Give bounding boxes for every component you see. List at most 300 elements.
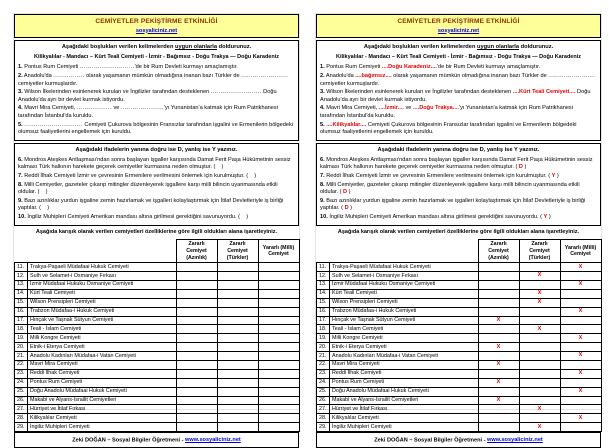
true-false-item	[320, 214, 597, 221]
true-false-section	[14, 143, 299, 226]
mark-cell[interactable]	[519, 307, 560, 316]
row-number: 26.	[317, 396, 330, 405]
answer-slot[interactable]: ( )	[238, 213, 249, 220]
fill-blank[interactable]: ..............................	[24, 121, 83, 128]
site-link[interactable]: sosyaliciniz.net	[437, 27, 480, 34]
answer-slot[interactable]: ( )	[246, 172, 257, 179]
fill-item	[320, 89, 597, 104]
mark-cell[interactable]	[217, 280, 258, 289]
society-name: Kilikyalılar Cemiyeti	[28, 414, 177, 423]
mark-cell[interactable]	[560, 378, 601, 387]
row-number: 24.	[15, 378, 28, 387]
table-body	[15, 263, 300, 432]
item-text: Mondros Ateşkes Antlaşması'ndan sonra başlayan işgaller karşısında Damat Ferit Paşa Hükümetinin sessiz kalması Türk halkının harekete geçerek cemiyetler kurmasına neden olmuştur.	[320, 156, 593, 170]
mark-cell[interactable]	[217, 387, 258, 396]
mark-cell[interactable]	[217, 369, 258, 378]
true-false-items	[320, 157, 597, 222]
column-header-harmful-minority: Zararlı Cemiyet (Azınlık)	[176, 240, 217, 263]
fill-items	[18, 64, 295, 136]
item-text: Milli Cemiyetler, gazeteler çıkarıp mitingler düzenleyerek işgallere karşı milli bilincin uyanmasında etkili oldular.	[18, 181, 278, 195]
mark-cell[interactable]	[519, 263, 560, 272]
mark-cell[interactable]	[217, 316, 258, 325]
true-false-answer: D	[344, 205, 349, 212]
society-name: Wilson Prensipleri Cemiyeti	[330, 298, 479, 307]
mark-cell[interactable]	[560, 307, 601, 316]
table-row	[15, 272, 300, 281]
fill-items	[320, 64, 597, 136]
answer-slot[interactable]: ( D )	[515, 163, 527, 170]
table-row	[15, 343, 300, 352]
society-name: Hınçak ve Taşnak Sütyun Cemiyeti	[330, 316, 479, 325]
mark-cell[interactable]	[478, 369, 519, 378]
society-name: Kürt Teali Cemiyeti	[28, 289, 177, 298]
item-number: 5.	[320, 121, 325, 128]
mark-cell[interactable]	[478, 378, 519, 387]
mark-cell[interactable]	[176, 387, 217, 396]
mark-cell[interactable]	[258, 423, 299, 432]
column-header-harmful-turks: Zararlı Cemiyet (Türkler)	[217, 240, 258, 263]
x-mark: X	[578, 334, 583, 341]
true-false-instruction: Aşağıdaki ifadelerin yanına doğru ise D, yanlış ise Y yazınız.	[377, 146, 540, 153]
mark-cell[interactable]	[217, 343, 258, 352]
x-mark: X	[537, 299, 542, 306]
society-name: Reddi İlhak Cemiyeti	[330, 369, 479, 378]
site-link[interactable]: sosyaliciniz.net	[135, 27, 178, 34]
mark-cell[interactable]	[258, 272, 299, 281]
mark-cell[interactable]	[258, 298, 299, 307]
mark-cell[interactable]	[478, 298, 519, 307]
x-mark: X	[578, 387, 583, 394]
mark-cell[interactable]	[560, 334, 601, 343]
row-number: 25.	[317, 387, 330, 396]
item-number: 8.	[18, 181, 23, 188]
item-text: Mavri Mira Cemiyeti,	[326, 105, 379, 112]
table-row	[317, 352, 602, 361]
table-row	[317, 369, 602, 378]
footer-site-link[interactable]: www.sosyaliciniz.net	[185, 437, 241, 444]
mark-cell[interactable]	[176, 298, 217, 307]
fill-blank[interactable]: ....İzmir....	[378, 105, 404, 112]
society-name: Sulh ve Selamet-i Osmaniye Fırkası	[330, 272, 479, 281]
table-row	[317, 263, 602, 272]
row-number: 27.	[317, 405, 330, 414]
worksheet-page-blank	[13, 13, 300, 444]
x-mark: X	[578, 370, 583, 377]
mark-cell[interactable]	[478, 307, 519, 316]
x-mark: X	[496, 361, 501, 368]
mark-cell[interactable]	[217, 307, 258, 316]
mark-cell[interactable]	[176, 307, 217, 316]
mark-cell[interactable]	[258, 405, 299, 414]
mark-cell[interactable]	[258, 325, 299, 334]
answer-slot[interactable]: ( Y )	[540, 213, 551, 220]
item-text: olarak yaşamanın mümkün olmadığına inanan bazı Türkler de	[391, 73, 549, 80]
item-text: Bazı azınlıklar yurdun işgaline zemin hazırlamak ve işgalleri kolaylaştırmak için İtilaf Devletleriyle iş birliği yaptılar.	[18, 197, 284, 212]
mark-cell[interactable]	[560, 280, 601, 289]
item-text: Anadolu'da	[325, 73, 356, 80]
fill-blank[interactable]: ......................	[120, 105, 164, 112]
instruction-underlined-text: uygun olanlarla	[477, 44, 520, 51]
mark-cell[interactable]	[258, 387, 299, 396]
item-number: 8.	[320, 181, 325, 188]
mark-cell[interactable]	[217, 405, 258, 414]
mark-cell[interactable]	[478, 334, 519, 343]
true-false-instruction: Aşağıdaki ifadelerin yanına doğru ise D, yanlış ise Y yazınız.	[75, 146, 238, 153]
author-credit: Zeki DOĞAN – Sosyal Bilgiler Öğretmeni -	[374, 437, 488, 444]
mark-cell[interactable]	[176, 263, 217, 272]
society-name: İzmir Müdafaai Hukuku Osmaniye Cemiyeti	[330, 280, 479, 289]
mark-cell[interactable]	[519, 396, 560, 405]
mark-cell[interactable]	[478, 387, 519, 396]
mark-cell[interactable]	[478, 423, 519, 432]
mark-cell[interactable]	[217, 263, 258, 272]
mark-cell[interactable]	[519, 378, 560, 387]
table-row	[15, 378, 300, 387]
fill-item	[18, 105, 295, 120]
item-text: Cemiyeti Çukurova bölgesinin Fransızlar tarafından işgalini ve Ermenilerin bölgedeki olumsuz faaliyetlerini engellemek için kuruldu.	[18, 121, 294, 135]
item-number: 2.	[18, 73, 23, 80]
table-row	[15, 316, 300, 325]
mark-cell[interactable]	[560, 289, 601, 298]
mark-cell[interactable]	[217, 325, 258, 334]
fill-item	[18, 73, 295, 88]
mark-cell[interactable]	[519, 316, 560, 325]
society-name: Mavri Mira Cemiyeti	[330, 361, 479, 370]
table-row	[317, 423, 602, 432]
mark-cell[interactable]	[478, 263, 519, 272]
fill-blank[interactable]: ........................	[548, 73, 596, 80]
mark-cell[interactable]	[560, 272, 601, 281]
society-name: Anadolu Kadınları Müdafaa-i Vatan Cemiyeti	[28, 352, 177, 361]
answer-slot[interactable]: ( )	[39, 205, 50, 212]
mark-cell[interactable]	[176, 280, 217, 289]
mark-cell[interactable]	[258, 343, 299, 352]
society-name: Trakya-Paşaeli Müdafaai Hukuk Cemiyeti	[28, 263, 177, 272]
fill-in-blanks-section	[14, 40, 299, 140]
true-false-answer	[41, 189, 44, 195]
fill-item	[320, 64, 597, 71]
mark-cell[interactable]	[478, 325, 519, 334]
item-text: olarak yaşamanın mümkün olmadığına inanan bazı Türkler de	[84, 73, 242, 80]
society-name: Doğu Anadolu Müdafaai Hukuk Cemiyeti	[330, 387, 479, 396]
table-row	[15, 298, 300, 307]
mark-cell[interactable]	[519, 361, 560, 370]
mark-cell[interactable]	[258, 280, 299, 289]
mark-cell[interactable]	[176, 343, 217, 352]
mark-cell[interactable]	[560, 352, 601, 361]
fill-blank[interactable]: ....Doğu Karadeniz....	[381, 64, 437, 71]
mark-cell[interactable]	[478, 289, 519, 298]
society-name: Mavri Mira Cemiyeti	[28, 361, 177, 370]
mark-cell[interactable]	[519, 280, 560, 289]
table-header-row	[317, 240, 602, 263]
mark-cell[interactable]	[560, 414, 601, 423]
mark-cell[interactable]	[176, 334, 217, 343]
item-text: Mondros Ateşkes Antlaşması'ndan sonra başlayan işgaller karşısında Damat Ferit Paşa Hükümetinin sessiz kalması Türk halkının harekete geçerek cemiyetler kurmasına neden olmuştur.	[18, 156, 291, 170]
mark-cell[interactable]	[478, 272, 519, 281]
fill-blank[interactable]: ....bağımsız....	[355, 73, 392, 80]
table-row	[15, 405, 300, 414]
society-name: Etnik-i Eterya Cemiyeti	[28, 343, 177, 352]
row-number: 23.	[15, 369, 28, 378]
true-false-section	[316, 143, 601, 226]
mark-cell[interactable]	[560, 343, 601, 352]
item-number: 3.	[320, 89, 325, 96]
fill-blank[interactable]: ........................	[241, 73, 289, 80]
item-number: 6.	[320, 156, 325, 163]
society-name: Etnik-i Eterya Cemiyeti	[330, 343, 479, 352]
society-name: İngiliz Muhipleri Cemiyeti	[330, 423, 479, 432]
table-row	[317, 405, 602, 414]
mark-cell[interactable]	[217, 423, 258, 432]
mark-cell[interactable]	[217, 378, 258, 387]
column-header-harmful-minority: Zararlı Cemiyet (Azınlık)	[478, 240, 519, 263]
row-number: 16.	[15, 307, 28, 316]
row-number: 12.	[15, 272, 28, 281]
mark-cell[interactable]	[519, 405, 560, 414]
item-number: 7.	[18, 172, 23, 179]
item-text: Doğu Anadolu'da ayrı bir devlet kurmak istiyordu.	[18, 89, 277, 103]
mark-cell[interactable]	[519, 325, 560, 334]
answer-slot[interactable]: ( Y )	[548, 172, 559, 179]
mark-cell[interactable]	[217, 272, 258, 281]
item-number: 4.	[320, 105, 325, 112]
mark-cell[interactable]	[258, 361, 299, 370]
true-false-item	[320, 173, 597, 180]
mark-cell[interactable]	[176, 325, 217, 334]
fill-blank[interactable]: ............................	[79, 64, 135, 71]
mark-cell[interactable]	[560, 263, 601, 272]
societies-table	[14, 239, 300, 432]
row-number: 23.	[317, 369, 330, 378]
item-text: Cemiyeti Çukurova bölgesinin Fransızlar tarafından işgalini ve Ermenilerin bölgedeki olumsuz faaliyetlerini engellemek için kuruldu.	[320, 121, 577, 135]
mark-cell[interactable]	[176, 352, 217, 361]
word-bank: Kilikyalılar - Mandacı – Kürt Teali Cemiyeti - İzmir - Bağımsız - Doğu Trakya — Doğu Karadeniz	[33, 54, 279, 61]
mark-cell[interactable]	[176, 272, 217, 281]
mark-cell[interactable]	[519, 334, 560, 343]
mark-cell[interactable]	[258, 263, 299, 272]
mark-cell[interactable]	[478, 361, 519, 370]
empty-header-cell	[28, 240, 177, 263]
row-number: 29.	[317, 423, 330, 432]
x-mark: X	[496, 379, 501, 386]
mark-cell[interactable]	[258, 378, 299, 387]
row-number: 15.	[317, 298, 330, 307]
society-name: Hürriyet ve İtilaf Fırkası	[28, 405, 177, 414]
mark-cell[interactable]	[560, 405, 601, 414]
column-header-beneficial: Yararlı (Milli) Cemiyet	[560, 240, 601, 263]
table-row	[15, 414, 300, 423]
item-number: 7.	[320, 172, 325, 179]
table-header-row	[15, 240, 300, 263]
item-text: Pontus Rum Cemiyeti	[24, 64, 80, 71]
item-text: ve	[403, 105, 413, 112]
x-mark: X	[537, 405, 542, 412]
mark-cell[interactable]	[258, 369, 299, 378]
society-name: Makabi ve Alyans-İsrailit Cemiyetleri	[330, 396, 479, 405]
mark-cell[interactable]	[519, 298, 560, 307]
mark-cell[interactable]	[176, 369, 217, 378]
mark-cell[interactable]	[176, 423, 217, 432]
table-row	[317, 414, 602, 423]
mark-cell[interactable]	[560, 316, 601, 325]
society-name: Pontus Rum Cemiyeti	[330, 378, 479, 387]
table-row	[15, 361, 300, 370]
mark-cell[interactable]	[258, 352, 299, 361]
table-row	[15, 263, 300, 272]
mark-cell[interactable]	[560, 325, 601, 334]
mark-cell[interactable]	[519, 387, 560, 396]
mark-cell[interactable]	[519, 343, 560, 352]
societies-table	[316, 239, 602, 432]
item-text: Mavri Mira Cemiyeti,	[24, 105, 77, 112]
mark-cell[interactable]	[176, 405, 217, 414]
table-row	[15, 307, 300, 316]
fill-blank[interactable]: ................	[53, 73, 85, 80]
mark-cell[interactable]	[560, 396, 601, 405]
mark-cell[interactable]	[519, 423, 560, 432]
table-row	[317, 343, 602, 352]
mark-cell[interactable]	[217, 352, 258, 361]
mark-cell[interactable]	[478, 414, 519, 423]
mark-cell[interactable]	[560, 423, 601, 432]
mark-cell[interactable]	[519, 369, 560, 378]
mark-cell[interactable]	[176, 361, 217, 370]
answer-slot[interactable]: ( )	[37, 188, 48, 195]
society-name: Trakya-Paşaeli Müdafaai Hukuk Cemiyeti	[330, 263, 479, 272]
mark-cell[interactable]	[176, 414, 217, 423]
fill-instruction	[320, 44, 597, 51]
item-text: cemiyetler kurmuşlardır.	[320, 80, 380, 87]
answer-slot[interactable]: ( )	[213, 163, 224, 170]
mark-cell[interactable]	[560, 361, 601, 370]
item-text: cemiyetler kurmuşlardır.	[18, 80, 78, 87]
mark-cell[interactable]	[258, 396, 299, 405]
mark-cell[interactable]	[478, 316, 519, 325]
true-false-item	[18, 157, 295, 172]
mark-cell[interactable]	[478, 396, 519, 405]
footer-site-link[interactable]: www.sosyaliciniz.net	[487, 437, 543, 444]
item-number: 5.	[18, 121, 23, 128]
fill-item	[320, 73, 597, 88]
mark-cell[interactable]	[560, 369, 601, 378]
society-name: Hürriyet ve İtilaf Fırkası	[330, 405, 479, 414]
row-number: 14.	[317, 289, 330, 298]
mark-cell[interactable]	[217, 289, 258, 298]
society-name: Reddi İlhak Cemiyeti	[28, 369, 177, 378]
mark-cell[interactable]	[478, 352, 519, 361]
worksheet-page-answered	[315, 13, 602, 444]
mark-cell[interactable]	[217, 334, 258, 343]
row-number: 21.	[317, 352, 330, 361]
table-row	[15, 396, 300, 405]
true-false-answer	[217, 164, 220, 170]
mark-cell[interactable]	[258, 316, 299, 325]
mark-cell[interactable]	[258, 307, 299, 316]
instruction-underlined-text: uygun olanlarla	[175, 44, 218, 51]
x-mark: X	[537, 290, 542, 297]
true-false-items	[18, 157, 295, 222]
page-title: CEMİYETLER PEKİŞTİRME ETKİNLİĞİ	[95, 17, 218, 25]
mark-cell[interactable]	[519, 289, 560, 298]
row-number: 28.	[15, 414, 28, 423]
item-text: Milli Cemiyetler, gazeteler çıkarıp mitingler düzenleyerek işgallere karşı milli bilincin uyanmasında etkili oldular.	[320, 181, 580, 195]
x-mark: X	[578, 414, 583, 421]
true-false-answer	[242, 214, 245, 220]
fill-blank[interactable]: ....Kilikyalılar....	[326, 121, 367, 128]
mark-cell[interactable]	[176, 396, 217, 405]
society-name: İngiliz Muhipleri Cemiyeti	[28, 423, 177, 432]
item-text: 'de bir Rum Devleti kurmayı amaçlamıştır.	[134, 64, 238, 71]
x-mark: X	[496, 396, 501, 403]
fill-blank[interactable]: ..................	[76, 105, 112, 112]
mark-cell[interactable]	[519, 272, 560, 281]
x-mark: X	[578, 263, 583, 270]
mark-cell[interactable]	[560, 298, 601, 307]
fill-blank[interactable]: ....Doğu Trakya....	[412, 105, 459, 112]
mark-cell[interactable]	[258, 334, 299, 343]
table-row	[317, 396, 602, 405]
row-number: 14.	[15, 289, 28, 298]
society-name: Hınçak ve Taşnak Sütyun Cemiyeti	[28, 316, 177, 325]
item-text: İngiliz Muhipleri Cemiyeti Amerikan mandası altına girilmesi gerektiğini savunuyordu.	[327, 213, 541, 220]
mark-cell[interactable]	[519, 414, 560, 423]
table-row	[317, 361, 602, 370]
mark-cell[interactable]	[176, 289, 217, 298]
mark-cell[interactable]	[217, 361, 258, 370]
answer-slot[interactable]: ( D )	[339, 188, 351, 195]
item-text: ve	[111, 105, 121, 112]
mark-cell[interactable]	[217, 396, 258, 405]
mark-cell[interactable]	[258, 289, 299, 298]
item-text: Doğu Anadolu'da ayrı bir devlet kurmak istiyordu.	[320, 89, 591, 103]
mark-cell[interactable]	[478, 280, 519, 289]
item-text: Wilson İlkelerinden esinlenerek kurulan ve İngilizler tarafından desteklenen	[326, 89, 513, 96]
mark-cell[interactable]	[519, 352, 560, 361]
society-name: Anadolu Kadınları Müdafaa-i Vatan Cemiyeti	[330, 352, 479, 361]
item-number: 4.	[18, 105, 23, 112]
row-number: 18.	[15, 325, 28, 334]
mark-cell[interactable]	[176, 378, 217, 387]
row-number: 21.	[15, 352, 28, 361]
mark-cell[interactable]	[258, 414, 299, 423]
table-row	[317, 325, 602, 334]
fill-in-blanks-section	[316, 40, 601, 140]
mark-cell[interactable]	[217, 414, 258, 423]
x-mark: X	[496, 316, 501, 323]
empty-header-cell	[15, 240, 28, 263]
mark-cell[interactable]	[560, 387, 601, 396]
row-number: 11.	[317, 263, 330, 272]
table-row	[15, 423, 300, 432]
society-name: Teali - İslam Cemiyeti	[28, 325, 177, 334]
fill-blank[interactable]: ....Kürt Teali Cemiyeti....	[512, 89, 576, 96]
fill-blank[interactable]: ..........................	[210, 89, 262, 96]
fill-item	[18, 122, 295, 137]
society-name: Doğu Anadolu Müdafaai Hukuk Cemiyeti	[28, 387, 177, 396]
mark-cell[interactable]	[478, 405, 519, 414]
x-mark: X	[496, 343, 501, 350]
answer-slot[interactable]: ( D )	[341, 205, 353, 212]
row-number: 29.	[15, 423, 28, 432]
fill-item	[18, 64, 295, 71]
mark-cell[interactable]	[176, 316, 217, 325]
mark-cell[interactable]	[217, 298, 258, 307]
mark-cell[interactable]	[478, 343, 519, 352]
society-name: Kürt Teali Cemiyeti	[330, 289, 479, 298]
row-number: 17.	[317, 316, 330, 325]
society-name: Teali - İslam Cemiyeti	[330, 325, 479, 334]
